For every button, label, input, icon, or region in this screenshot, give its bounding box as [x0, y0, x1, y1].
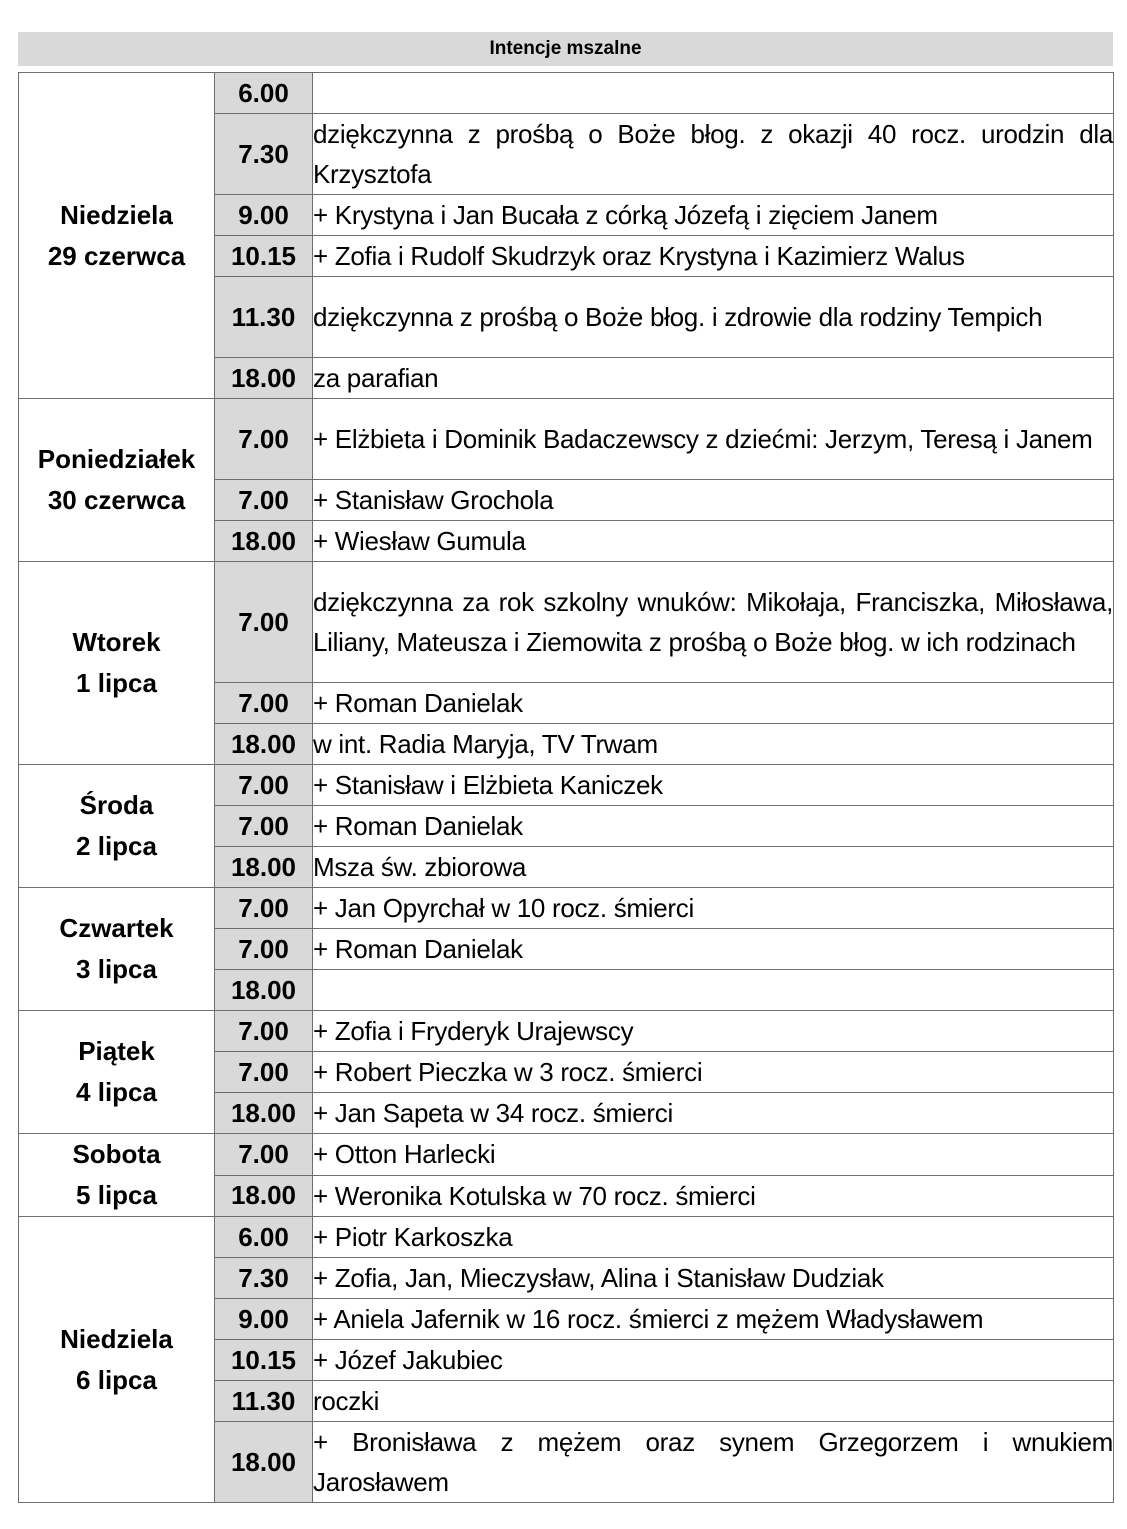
mass-row	[19, 1011, 1114, 1052]
day-date: 1 lipca	[76, 668, 157, 698]
day-name: Piątek	[78, 1036, 155, 1066]
day-cell	[19, 1217, 215, 1503]
mass-intention: + Stanisław i Elżbieta Kaniczek	[313, 765, 1114, 806]
day-name: Poniedziałek	[37, 444, 196, 474]
day-date: 5 lipca	[76, 1180, 157, 1210]
mass-time: 10.15	[215, 236, 313, 277]
mass-intention: + Roman Danielak	[313, 683, 1114, 724]
mass-time: 7.00	[215, 765, 313, 806]
day-name: Niedziela	[60, 199, 173, 230]
day-name: Wtorek	[72, 627, 161, 657]
mass-row	[19, 888, 1114, 929]
day-cell	[19, 562, 215, 765]
day-date: 4 lipca	[76, 1077, 157, 1107]
mass-intention: dziękczynna z prośbą o Boże błog. i zdrowie dla rodziny Tempich	[313, 277, 1114, 358]
mass-intention: + Roman Danielak	[313, 806, 1114, 847]
day-name: Czwartek	[59, 913, 174, 943]
mass-time: 9.00	[215, 195, 313, 236]
mass-time: 7.00	[215, 1134, 313, 1176]
mass-time: 7.00	[215, 806, 313, 847]
mass-intentions-table	[18, 72, 1114, 1503]
mass-time: 6.00	[215, 1217, 313, 1258]
page-title: Intencje mszalne	[18, 32, 1113, 66]
day-cell	[19, 888, 215, 1011]
mass-intention: + Piotr Karkoszka	[313, 1217, 1114, 1258]
mass-time: 18.00	[215, 847, 313, 888]
mass-row	[19, 1217, 1114, 1258]
mass-intention: + Jan Sapeta w 34 rocz. śmierci	[313, 1093, 1114, 1134]
mass-intention: + Krystyna i Jan Bucała z córką Józefą i zięciem Janem	[313, 195, 1114, 236]
mass-time: 7.00	[215, 929, 313, 970]
mass-intention: + Jan Opyrchał w 10 rocz. śmierci	[313, 888, 1114, 929]
mass-row	[19, 73, 1114, 114]
mass-row	[19, 765, 1114, 806]
mass-intention: + Aniela Jafernik w 16 rocz. śmierci z mężem Władysławem	[313, 1299, 1114, 1340]
mass-row	[19, 562, 1114, 683]
day-cell	[19, 73, 215, 399]
mass-time: 18.00	[215, 970, 313, 1011]
day-name: Środa	[79, 790, 154, 820]
mass-intention: + Zofia, Jan, Mieczysław, Alina i Stanisław Dudziak	[313, 1258, 1114, 1299]
mass-intention: Msza św. zbiorowa	[313, 847, 1114, 888]
mass-intention: roczki	[313, 1381, 1114, 1422]
day-date: 30 czerwca	[47, 485, 186, 515]
mass-intention: + Weronika Kotulska w 70 rocz. śmierci	[313, 1175, 1114, 1217]
mass-intention: + Zofia i Rudolf Skudrzyk oraz Krystyna i Kazimierz Walus	[313, 236, 1114, 277]
mass-time: 7.00	[215, 480, 313, 521]
mass-time: 18.00	[215, 1422, 313, 1503]
day-date: 6 lipca	[76, 1364, 157, 1395]
mass-intention: + Roman Danielak	[313, 929, 1114, 970]
mass-intention: dziękczynna z prośbą o Boże błog. z okazji 40 rocz. urodzin dla Krzysztofa	[313, 114, 1114, 195]
mass-time: 18.00	[215, 521, 313, 562]
mass-time: 18.00	[215, 358, 313, 399]
mass-time: 7.30	[215, 1258, 313, 1299]
day-cell	[19, 765, 215, 888]
mass-time: 7.00	[215, 1052, 313, 1093]
mass-row	[19, 399, 1114, 480]
mass-time: 7.00	[215, 562, 313, 683]
mass-intention: w int. Radia Maryja, TV Trwam	[313, 724, 1114, 765]
mass-time: 9.00	[215, 1299, 313, 1340]
mass-intention: + Bronisława z mężem oraz synem Grzegorzem i wnukiem Jarosławem	[313, 1422, 1114, 1503]
mass-intention: + Stanisław Grochola	[313, 480, 1114, 521]
mass-time: 18.00	[215, 1093, 313, 1134]
mass-time: 18.00	[215, 724, 313, 765]
mass-intention: + Zofia i Fryderyk Urajewscy	[313, 1011, 1114, 1052]
mass-time: 7.00	[215, 399, 313, 480]
mass-time: 7.00	[215, 1011, 313, 1052]
mass-time: 7.00	[215, 683, 313, 724]
mass-row	[19, 1134, 1114, 1176]
day-cell	[19, 1011, 215, 1134]
mass-time: 11.30	[215, 1381, 313, 1422]
mass-intentions-body	[19, 73, 1114, 1503]
day-cell	[19, 399, 215, 562]
mass-time: 11.30	[215, 277, 313, 358]
day-cell	[19, 1134, 215, 1217]
mass-intention	[313, 970, 1114, 1011]
mass-intentions-page	[18, 32, 1113, 1497]
day-name: Niedziela	[60, 1323, 173, 1354]
mass-time: 10.15	[215, 1340, 313, 1381]
mass-intention: za parafian	[313, 358, 1114, 399]
mass-intention: dziękczynna za rok szkolny wnuków: Mikołaja, Franciszka, Miłosława, Liliany, Mateusza i Ziemowita z prośbą o Boże błog. w ich rodzinach	[313, 562, 1114, 683]
day-date: 2 lipca	[76, 831, 157, 861]
mass-intention: + Robert Pieczka w 3 rocz. śmierci	[313, 1052, 1114, 1093]
mass-time: 7.30	[215, 114, 313, 195]
day-name: Sobota	[72, 1139, 161, 1169]
mass-time: 7.00	[215, 888, 313, 929]
mass-intention: + Elżbieta i Dominik Badaczewscy z dziećmi: Jerzym, Teresą i Janem	[313, 399, 1114, 480]
mass-intention: + Wiesław Gumula	[313, 521, 1114, 562]
mass-time: 18.00	[215, 1175, 313, 1217]
mass-intention: + Otton Harlecki	[313, 1134, 1114, 1176]
mass-intention	[313, 73, 1114, 114]
day-date: 29 czerwca	[47, 240, 186, 271]
day-date: 3 lipca	[76, 954, 157, 984]
mass-intention: + Józef Jakubiec	[313, 1340, 1114, 1381]
mass-time: 6.00	[215, 73, 313, 114]
